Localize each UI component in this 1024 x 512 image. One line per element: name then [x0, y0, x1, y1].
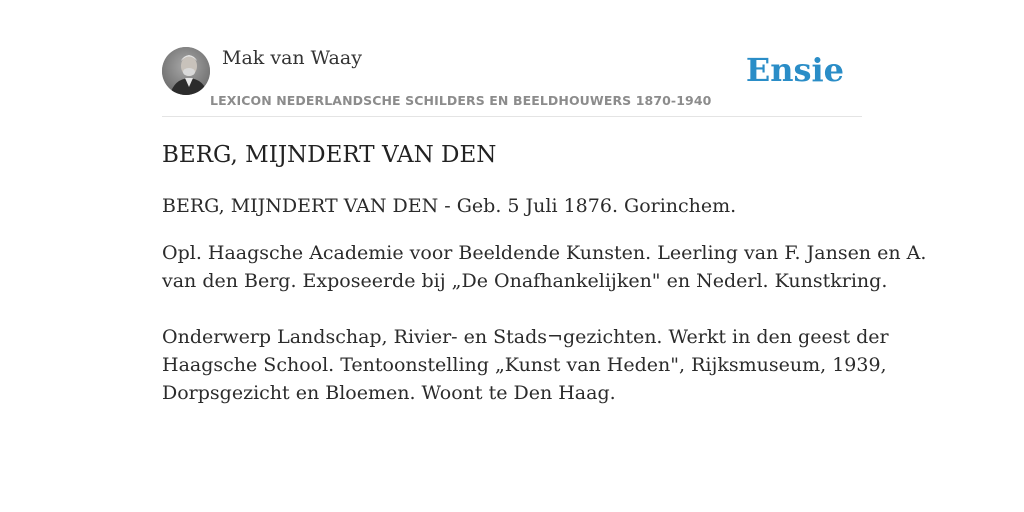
- text-line: Dorpsgezicht en Bloemen. Woont te Den Haag.: [162, 382, 616, 404]
- text-line: van den Berg. Exposeerde bij „De Onafhankelijken" en Nederl. Kunstkring.: [162, 270, 888, 292]
- article-page: [162, 0, 927, 512]
- article-paragraph-subjects: [162, 323, 889, 407]
- article-header: [162, 0, 862, 117]
- author-name[interactable]: Mak van Waay: [222, 47, 362, 69]
- portrait-image: [162, 47, 210, 95]
- ensie-logo[interactable]: Ensie: [745, 51, 844, 89]
- text-line: Haagsche School. Tentoonstelling „Kunst van Heden", Rijksmuseum, 1939,: [162, 354, 887, 376]
- collection-title[interactable]: LEXICON NEDERLANDSCHE SCHILDERS EN BEELDHOUWERS 1870-1940: [210, 93, 712, 108]
- article-title: BERG, MIJNDERT VAN DEN: [162, 142, 497, 168]
- text-line: Onderwerp Landschap, Rivier- en Stads¬gezichten. Werkt in den geest der: [162, 326, 889, 348]
- article-paragraph-education: [162, 239, 927, 295]
- text-line: Opl. Haagsche Academie voor Beeldende Kunsten. Leerling van F. Jansen en A.: [162, 242, 927, 264]
- author-avatar[interactable]: [162, 47, 210, 95]
- article-intro: BERG, MIJNDERT VAN DEN - Geb. 5 Juli 1876. Gorinchem.: [162, 195, 737, 217]
